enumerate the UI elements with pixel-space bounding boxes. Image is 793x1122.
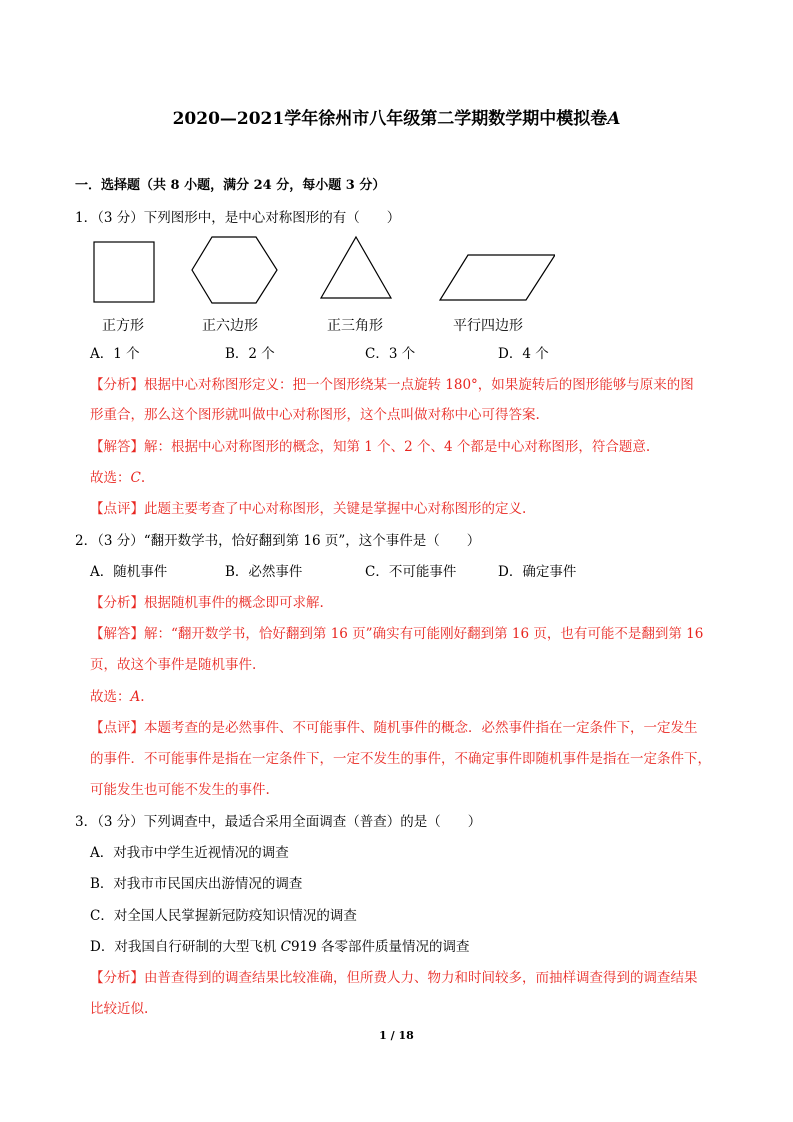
- q3-option-b: B．对我市市民国庆出游情况的调查: [90, 876, 303, 892]
- figure-label-square: 正方形: [102, 318, 144, 334]
- section-heading: 一．选择题（共 8 小题，满分 24 分，每小题 3 分）: [75, 178, 386, 193]
- q1-analysis-cont: 形重合，那么这个图形就叫做中心对称图形，这个点叫做对称中心可得答案.: [90, 407, 540, 423]
- question-1-stem: 1．（3 分）下列图形中，是中心对称图形的有（ ）: [75, 210, 401, 226]
- hexagon-figure: [192, 237, 277, 303]
- q3-option-d: D．对我国自行研制的大型飞机 C919 各零部件质量情况的调查: [90, 939, 470, 955]
- q1-option-d: D．4 个: [498, 346, 549, 362]
- q1-option-a: A．1 个: [90, 346, 140, 362]
- q1-comment: 【点评】此题主要考查了中心对称图形，关键是掌握中心对称图形的定义.: [90, 501, 527, 517]
- q2-option-c: C．不可能事件: [365, 564, 457, 580]
- q2-comment-cont-2: 可能发生也可能不发生的事件.: [90, 782, 270, 798]
- parallelogram-figure: [440, 255, 555, 300]
- figure-label-hexagon: 正六边形: [202, 318, 258, 334]
- q2-analysis: 【分析】根据随机事件的概念即可求解.: [90, 595, 324, 611]
- question-2-stem: 2．（3 分）“翻开数学书，恰好翻到第 16 页”，这个事件是（ ）: [75, 533, 481, 549]
- q2-option-a: A．随机事件: [90, 564, 168, 580]
- q2-solution: 【解答】解：“翻开数学书，恰好翻到第 16 页”确实有可能刚好翻到第 16 页，也有可能不是翻到第 16: [90, 626, 704, 642]
- page-number: 1 / 18: [379, 1029, 414, 1042]
- q1-solution: 【解答】解：根据中心对称图形的概念，知第 1 个、2 个、4 个都是中心对称图形，符合题意.: [90, 439, 651, 455]
- square-figure: [94, 242, 154, 302]
- question-3-stem: 3．（3 分）下列调查中，最适合采用全面调查（普查）的是（ ）: [75, 814, 482, 830]
- figure-label-triangle: 正三角形: [327, 318, 383, 334]
- q1-analysis: 【分析】根据中心对称图形定义：把一个图形绕某一点旋转 180°，如果旋转后的图形能够与原来的图: [90, 377, 694, 393]
- q2-answer: 故选：A.: [90, 689, 145, 705]
- q3-analysis: 【分析】由普查得到的调查结果比较准确，但所费人力、物力和时间较多，而抽样调查得到的调查结果: [90, 970, 698, 986]
- q1-answer: 故选：C.: [90, 470, 146, 486]
- page-title: 2020—2021学年徐州市八年级第二学期数学期中模拟卷A: [172, 109, 621, 129]
- figure-label-parallelogram: 平行四边形: [453, 318, 523, 334]
- q2-comment-cont-1: 的事件．不可能事件是指在一定条件下，一定不发生的事件，不确定事件即随机事件是指在一定条件下，: [90, 751, 711, 767]
- q1-option-b: B．2 个: [225, 346, 275, 362]
- q2-solution-cont: 页，故这个事件是随机事件.: [90, 657, 257, 673]
- q3-analysis-cont: 比较近似.: [90, 1001, 149, 1017]
- q2-comment: 【点评】本题考查的是必然事件、不可能事件、随机事件的概念．必然事件指在一定条件下，一定发生: [90, 720, 698, 736]
- question-1-figures: [85, 232, 555, 308]
- q1-option-c: C．3 个: [365, 346, 416, 362]
- q2-option-d: D．确定事件: [498, 564, 577, 580]
- triangle-figure: [321, 237, 391, 298]
- q3-option-a: A．对我市中学生近视情况的调查: [90, 845, 289, 861]
- q2-option-b: B．必然事件: [225, 564, 303, 580]
- q3-option-c: C．对全国人民掌握新冠防疫知识情况的调查: [90, 908, 357, 924]
